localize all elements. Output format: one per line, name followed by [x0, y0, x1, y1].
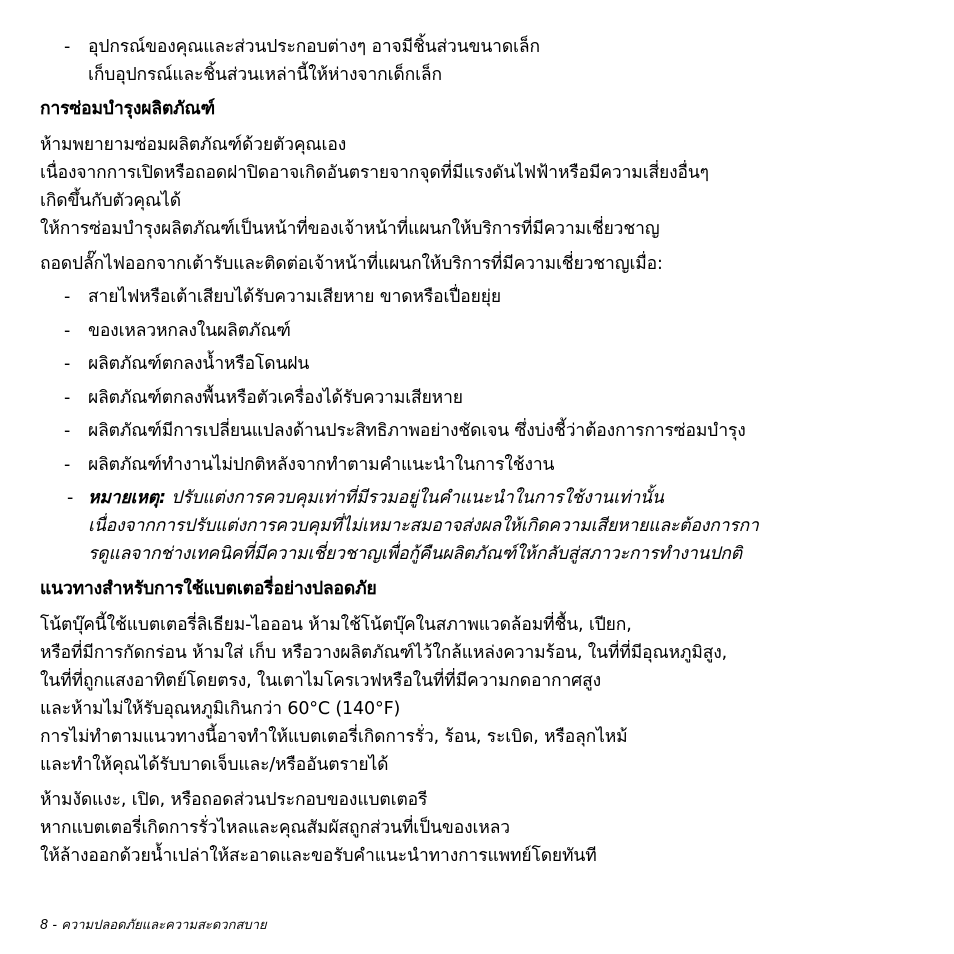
repair-bullet-2: ของเหลวหกลงในผลิตภัณฑ์ [88, 321, 291, 341]
bullet-dash: - [64, 354, 71, 374]
battery-para1-line-3: ในที่ที่ถูกแสงอาทิตย์โดยตรง, ในเตาไมโครเวฟหรือในที่ที่มีความกดอากาศสูง [40, 671, 602, 691]
intro-bullet-line-2: เก็บอุปกรณ์และชิ้นส่วนเหล่านี้ให้ห่างจากเด็กเล็ก [88, 65, 442, 85]
repair-bullet-4: ผลิตภัณฑ์ตกลงพื้นหรือตัวเครื่องได้รับความเสียหาย [88, 388, 463, 408]
bullet-dash: - [64, 421, 71, 441]
repair-para1-line-2: เนื่องจากการเปิดหรือถอดฝาปิดอาจเกิดอันตรายจากจุดที่มีแรงดันไฟฟ้าหรือมีความเสี่ยงอื่นๆ [40, 163, 709, 183]
battery-para2-line-3: ให้ล้างออกด้วยน้ำเปล่าให้สะอาดและขอรับคำแนะนำทางการแพทย์โดยทันที [40, 846, 597, 866]
battery-para1-line-1: โน้ตบุ๊คนี้ใช้แบตเตอรี่ลิเธียม-ไอออน ห้ามใช้โน้ตบุ๊คในสภาพแวดล้อมที่ชื้น, เปียก, [40, 615, 632, 635]
repair-para1-line-1: ห้ามพยายามซ่อมผลิตภัณฑ์ด้วยตัวคุณเอง [40, 135, 347, 155]
repair-note-line-3: รดูแลจากช่างเทคนิคที่มีความเชี่ยวชาญเพื่อกู้คืนผลิตภัณฑ์ให้กลับสู่สภาวะการทำงานปกติ [88, 544, 742, 564]
note-label: หมายเหตุ: [88, 488, 166, 508]
bullet-dash: - [64, 37, 71, 57]
repair-bullet-5: ผลิตภัณฑ์มีการเปลี่ยนแปลงด้านประสิทธิภาพอย่างชัดเจน ซึ่งบ่งชี้ว่าต้องการการซ่อมบำรุง [88, 421, 746, 441]
repair-para3: ถอดปลั๊กไฟออกจากเต้ารับและติดต่อเจ้าหน้าที่แผนกให้บริการที่มีความเชี่ยวชาญเมื่อ: [40, 254, 663, 274]
intro-bullet-line-1: อุปกรณ์ของคุณและส่วนประกอบต่างๆ อาจมีชิ้นส่วนขนาดเล็ก [88, 37, 540, 57]
bullet-dash: - [64, 287, 71, 307]
battery-heading: แนวทางสำหรับการใช้แบตเตอรี่อย่างปลอดภัย [40, 579, 377, 599]
bullet-dash: - [64, 455, 71, 475]
page-footer: 8 - ความปลอดภัยและความสะดวกสบาย [40, 918, 267, 933]
battery-para2-line-1: ห้ามงัดแงะ, เปิด, หรือถอดส่วนประกอบของแบตเตอรี [40, 790, 428, 810]
repair-para2: ให้การซ่อมบำรุงผลิตภัณฑ์เป็นหน้าที่ของเจ้าหน้าที่แผนกให้บริการที่มีความเชี่ยวชาญ [40, 219, 660, 239]
repair-bullet-6: ผลิตภัณฑ์ทำงานไม่ปกติหลังจากทำตามคำแนะนำในการใช้งาน [88, 455, 555, 475]
repair-note-line-2: เนื่องจากการปรับแต่งการควบคุมที่ไม่เหมาะสมอาจส่งผลให้เกิดความเสียหายและต้องการกา [88, 516, 759, 536]
bullet-dash: - [64, 388, 71, 408]
repair-heading: การซ่อมบำรุงผลิตภัณฑ์ [40, 99, 216, 119]
bullet-dash: - [67, 488, 74, 508]
battery-para2-line-2: หากแบตเตอรี่เกิดการรั่วไหลและคุณสัมผัสถูกส่วนที่เป็นของเหลว [40, 818, 510, 838]
bullet-dash: - [64, 321, 71, 341]
repair-bullet-3: ผลิตภัณฑ์ตกลงน้ำหรือโดนฝน [88, 354, 310, 374]
repair-bullet-1: สายไฟหรือเต้าเสียบได้รับความเสียหาย ขาดหรือเปื่อยยุ่ย [88, 287, 501, 307]
repair-para1-line-3: เกิดขึ้นกับตัวคุณได้ [40, 191, 181, 211]
battery-para1-line-4: และห้ามไม่ให้รับอุณหภูมิเกินกว่า 60°C (140°F) [40, 699, 401, 719]
battery-para1-line-6: และทำให้คุณได้รับบาดเจ็บและ/หรืออันตรายได้ [40, 755, 389, 775]
note-text: ปรับแต่งการควบคุมเท่าที่มีรวมอยู่ในคำแนะนำในการใช้งานเท่านั้น [165, 488, 664, 508]
battery-para1-line-2: หรือที่มีการกัดกร่อน ห้ามใส่ เก็บ หรือวางผลิตภัณฑ์ไว้ใกล้แหล่งความร้อน, ในที่ที่มีอุณหภูมิสูง, [40, 643, 728, 663]
battery-para1-line-5: การไม่ทำตามแนวทางนี้อาจทำให้แบตเตอรี่เกิดการรั่ว, ร้อน, ระเบิด, หรือลุกไหม้ [40, 727, 628, 747]
repair-note-line-1 [88, 487, 664, 509]
